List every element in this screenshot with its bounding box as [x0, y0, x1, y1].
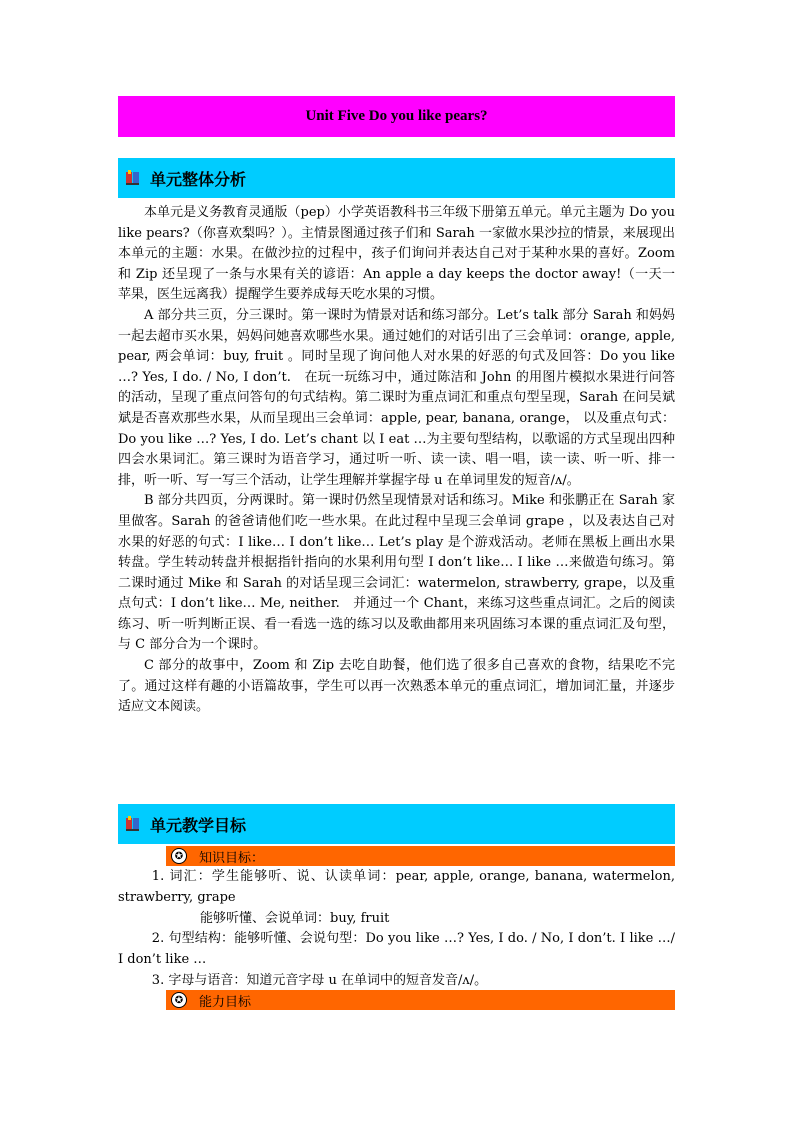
section-heading: 单元整体分析 [150, 169, 247, 189]
section-header-analysis [118, 158, 675, 198]
analysis-text [118, 203, 675, 718]
star-icon: ✪ [171, 992, 187, 1008]
book-icon [122, 813, 144, 835]
goal-item: 能够听懂、会说单词：buy, fruit [200, 910, 390, 926]
subheader-label: 知识目标： [199, 850, 265, 866]
paragraph: C 部分的故事中，Zoom 和 Zip 去吃自助餐，他们选了很多自己喜欢的食物，结果吃不完了。通过这样有趣的小语篇故事，学生可以再一次熟悉本单元的重点词汇，增加词汇量，并逐步适应文本阅读。 [118, 658, 675, 715]
section-heading: 单元教学目标 [150, 815, 247, 835]
subheader-knowledge [166, 846, 675, 866]
goal-item: 2. 句型结构：能够听懂、会说句型：Do you like …? Yes, I do. / No, I don’t. I like …/ I don’t like … [118, 931, 675, 968]
section-header-goals [118, 804, 675, 844]
star-icon: ✪ [171, 848, 187, 864]
paragraph: 本单元是义务教育灵通版（pep）小学英语教科书三年级下册第五单元。单元主题为 Do you like pears?（你喜欢梨吗？）。主情景图通过孩子们和 Sarah 一家做水果沙拉的情景，来展现出本单元的主题：水果。在做沙拉的过程中，孩子们询问并表达自己对于某种水果的喜好。Zoom 和 Zip 还呈现了一条与水果有关的谚语：An apple a day keeps the doctor away!（一天一苹果，医生远离我）提醒学生要养成每天吃水果的习惯。 [118, 205, 675, 303]
goals-list [118, 867, 675, 992]
subheader-ability [166, 990, 675, 1010]
title-banner [118, 96, 675, 137]
goal-item: 3. 字母与语音：知道元音字母 u 在单词中的短音发音/ʌ/。 [151, 972, 488, 988]
goal-item: 1. 词汇：学生能够听、说、认读单词：pear, apple, orange, banana, watermelon, strawberry, grape [118, 869, 675, 905]
paragraph: B 部分共四页，分两课时。第一课时仍然呈现情景对话和练习。Mike 和张鹏正在 Sarah 家里做客。Sarah 的爸爸请他们吃一些水果。在此过程中呈现三会单词 grape ，以及表达自己对水果的好恶的句式：I like… I don’t like… Let’s play 是个游戏活动。老师在黑板上画出水果转盘。学生转动转盘并根据指针指向的水果利用句型 I don’t like… I like …来做造句练习。第二课时通过 Mike 和 Sarah 的对话呈现三会词汇：watermelon, strawberry, grape，以及重点句式：I don’t like… Me, neither. 并通过一个 Chant，来练习这些重点词汇。之后的阅读练习、听一听判断正误、看一看选一选的练习以及歌曲都用来巩固练习本课的重点词汇及句型，与 C 部分合为一个课时。 [118, 493, 675, 653]
subheader-label: 能力目标 [199, 994, 252, 1010]
page-title: Unit Five Do you like pears? [305, 108, 488, 124]
book-icon [122, 167, 144, 189]
paragraph: A 部分共三页，分三课时。第一课时为情景对话和练习部分。Let’s talk 部分 Sarah 和妈妈一起去超市买水果，妈妈问她喜欢哪些水果。通过她们的对话引出了三会单词：orange, apple, pear, 两会单词：buy, fruit 。同时呈现了询问他人对水果的好恶的句式及回答：Do you like …? Yes, I do. / No, I don’t. 在玩一玩练习中，通过陈洁和 John 的用图片模拟水果进行问答的活动，呈现了重点问答句的句式结构。第二课时为重点词汇和重点句型呈现，Sarah 在问吴斌斌是否喜欢那些水果，从而呈现出三会单词：apple, pear, banana, orange， 以及重点句式：Do you like …? Yes, I do. Let’s chant 以 I eat …为主要句型结构，以歌谣的方式呈现出四种四会水果词汇。第三课时为语音学习，通过听一听、读一读、唱一唱，读一读、听一听、排一排，听一听、写一写三个活动，让学生理解并掌握字母 u 在单词里发的短音/ʌ/。 [118, 307, 675, 488]
